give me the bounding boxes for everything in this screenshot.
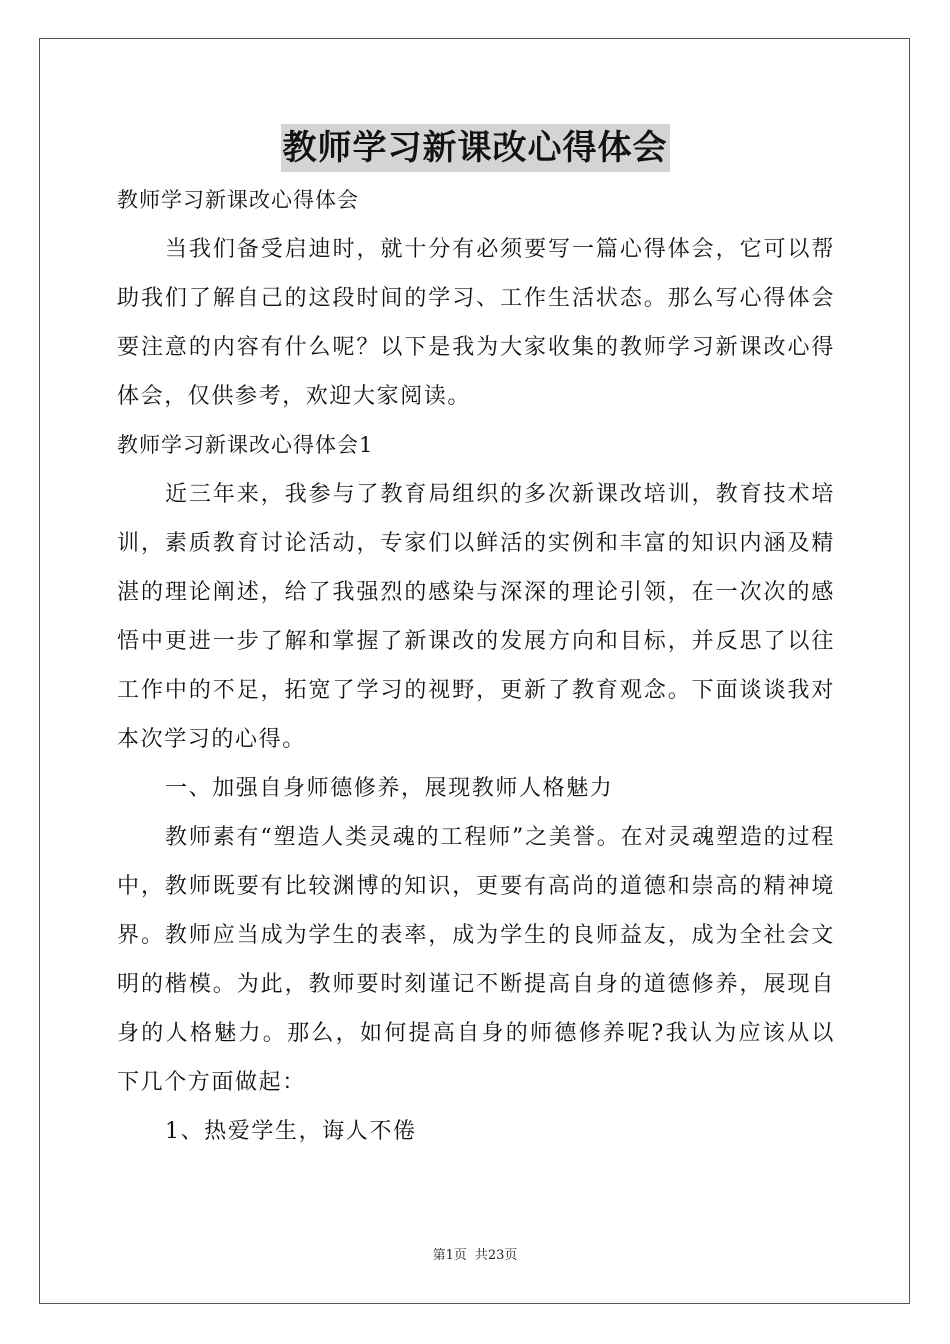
page-total: 共23页 [474, 1248, 518, 1263]
document-title: 教师学习新课改心得体会 [281, 124, 670, 172]
page-number: 第1页 [432, 1248, 467, 1263]
page-footer [0, 1246, 950, 1266]
intro-paragraph: 当我们备受启迪时，就十分有必须要写一篇心得体会，它可以帮助我们了解自己的这段时间的学习、工作生活状态。那么写心得体会要注意的内容有什么呢？以下是我为大家收集的教师学习新课改心得体会，仅供参考，欢迎大家阅读。 [117, 237, 835, 409]
title-container [0, 124, 950, 172]
sub-heading-1: 一、加强自身师德修养，展现教师人格魅力 [165, 776, 614, 801]
section-heading-1: 教师学习新课改心得体会1 [117, 433, 374, 457]
list-item-1: 1、热爱学生，诲人不倦 [165, 1119, 417, 1144]
subtitle-heading: 教师学习新课改心得体会 [117, 188, 359, 212]
body-paragraph-2: 教师素有“塑造人类灵魂的工程师”之美誉。在对灵魂塑造的过程中，教师既要有比较渊博的知识，更要有高尚的道德和崇高的精神境界。教师应当成为学生的表率，成为学生的良师益友，成为全社会文明的楷模。为此，教师要时刻谨记不断提高自身的道德修养，展现自身的人格魅力。那么，如何提高自身的师德修养呢?我认为应该从以下几个方面做起： [117, 825, 835, 1095]
body-paragraph-1: 近三年来，我参与了教育局组织的多次新课改培训，教育技术培训，素质教育讨论活动，专家们以鲜活的实例和丰富的知识内涵及精湛的理论阐述，给了我强烈的感染与深深的理论引领，在一次次的感悟中更进一步了解和掌握了新课改的发展方向和目标，并反思了以往工作中的不足，拓宽了学习的视野，更新了教育观念。下面谈谈我对本次学习的心得。 [117, 482, 835, 752]
document-body [117, 176, 835, 1156]
